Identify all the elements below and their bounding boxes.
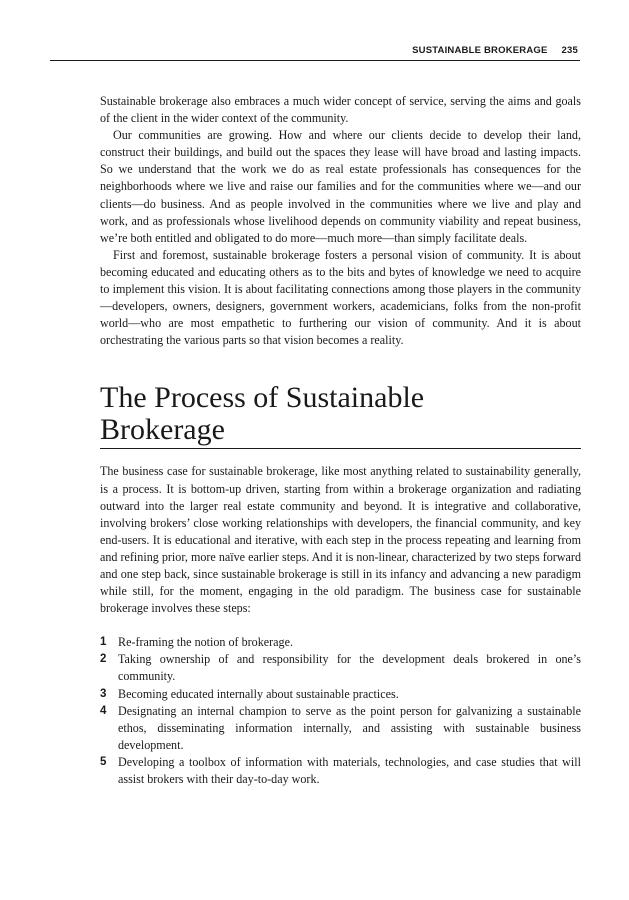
header-rule: [50, 60, 580, 61]
body-paragraph: Our communities are growing. How and where our clients decide to develop their land, construct their buildings, and build out the spaces they lease will have broad and lasting impacts. So we understand that the work we do as real estate professionals has consequences for the neighborhoods where we live and raise our families and for the communities where we—and our clients—do business. And as people involved in the communities where we live and play and work, and as professionals whose livelihood depends on community viability and repeat business, we’re both entitled and obligated to do more—much more—than simply facilitate deals.: [100, 128, 581, 245]
step-text: Taking ownership of and responsibility for the development deals brokered in one’s community.: [118, 652, 581, 684]
step-text: Re-framing the notion of brokerage.: [118, 635, 293, 650]
step-number: 4: [100, 704, 107, 717]
list-item: [100, 634, 581, 651]
body-paragraph: Sustainable brokerage also embraces a much wider concept of service, serving the aims and goals of the client in the wider context of the community.: [100, 94, 581, 126]
section-paragraph: The business case for sustainable brokerage, like most anything related to sustainability generally, is a process. It is bottom-up driven, starting from within a brokerage organization and radiating outward into the larger real estate community and beyond. It is integrative and collaborative, involving brokers’ close working relationships with developers, the financial community, and key end-users. It is educational and iterative, with each step in the process repeating and learning from and refining prior, more naïve earlier steps. And it is non-linear, characterized by two steps forward and one step back, since sustainable brokerage is still in its infancy and advancing a new paradigm while still, for the moment, engaging in the old paradigm. The business case for sustainable brokerage involves these steps:: [100, 464, 581, 616]
section-heading-line-1: The Process of Sustainable: [100, 381, 425, 415]
running-title: SUSTAINABLE BROKERAGE: [412, 45, 548, 56]
running-head: [412, 45, 578, 56]
section-heading: [100, 382, 581, 449]
step-text: Developing a toolbox of information with materials, technologies, and case studies that will assist brokers with their day-to-day work.: [118, 754, 581, 786]
list-item: [100, 754, 581, 788]
list-item: [100, 686, 581, 703]
section-heading-line-2: Brokerage: [100, 413, 225, 447]
step-number: 1: [100, 636, 107, 649]
step-number: 3: [100, 687, 107, 700]
steps-list: [100, 634, 581, 788]
step-text: Designating an internal champion to serve as the point person for galvanizing a sustainable ethos, disseminating information internally, and assisting with sustainable business development.: [118, 703, 581, 752]
list-item: [100, 651, 581, 685]
page-number: 235: [561, 45, 578, 56]
list-item: [100, 703, 581, 754]
step-number: 5: [100, 755, 107, 768]
body-paragraph: First and foremost, sustainable brokerage fosters a personal vision of community. It is about becoming educated and educating others as to the bits and bytes of knowledge we need to acquire to implement this vision. It is about facilitating connections among those players in the community—developers, owners, designers, government workers, academicians, folks from the non-profit world—who are most empathetic to furthering our vision of community. And it is about orchestrating the various parts so that vision becomes a reality.: [100, 247, 581, 348]
step-number: 2: [100, 653, 107, 666]
page-body: [100, 93, 581, 788]
step-text: Becoming educated internally about sustainable practices.: [118, 686, 399, 701]
